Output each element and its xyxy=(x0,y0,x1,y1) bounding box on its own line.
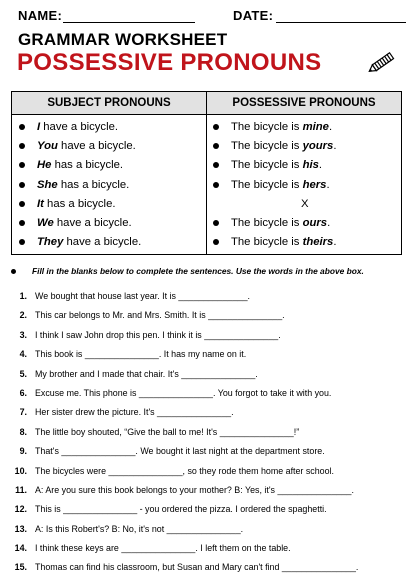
possessive-pronoun: yours xyxy=(302,140,334,153)
subject-pronoun: We xyxy=(37,216,54,229)
list-item[interactable]: 15. Thomas can find his classroom, but Susan and Mary can't find _______________. xyxy=(14,562,359,573)
name-label: NAME: xyxy=(18,8,63,23)
subject-pronoun: It xyxy=(37,197,44,210)
instructions-text: Fill in the blanks below to complete the sentences. Use the words in the above box. xyxy=(32,266,364,276)
list-item[interactable]: 9. That's _______________. We bought it last night at the department store. xyxy=(19,446,325,457)
worksheet-header xyxy=(18,8,410,26)
bullet-icon xyxy=(213,162,219,168)
pencil-icon xyxy=(367,50,397,76)
pronoun-table: SUBJECT PRONOUNS POSSESSIVE PRONOUNS I have a bicycle. You have a bicycle. He has a bicycle. She has a bicycle. It has a bicycle. We have a bicycle. They have a bicycle. The bicycle is mine. The bicycle is yours. The bicycle is his. The bicycle is hers. X The bicycle is ours. The bicycle is theirs. xyxy=(11,91,402,255)
bullet-icon xyxy=(213,143,219,149)
list-item[interactable]: 3. I think I saw John drop this pen. I think it is _______________. xyxy=(19,329,281,340)
bullet-icon xyxy=(11,269,16,274)
subject-pronoun: He xyxy=(37,159,52,172)
list-item[interactable]: 7. Her sister drew the picture. It's _______________. xyxy=(19,407,234,418)
bullet-icon xyxy=(19,162,25,168)
bullet-icon xyxy=(213,124,219,130)
bullet-icon xyxy=(19,201,25,207)
possessive-pronoun: theirs xyxy=(302,236,334,249)
bullet-icon xyxy=(19,220,25,226)
list-item[interactable]: 12. This is _______________ - you ordered the pizza. I ordered the spaghetti. xyxy=(14,504,327,515)
exercise-list xyxy=(11,291,406,582)
list-item[interactable]: 13. A: Is this Robert's? B: No, it's not _______________. xyxy=(14,523,244,534)
possessive-pronoun: hers xyxy=(302,178,327,191)
list-item[interactable]: 11. A: Are you sure this book belongs to your mother? B: Yes, it's _______________. xyxy=(15,484,354,495)
possessive-pronoun: ours xyxy=(302,216,328,229)
subject-pronoun: You xyxy=(37,140,58,153)
subject-pronoun: She xyxy=(37,178,58,191)
subject-pronoun: They xyxy=(37,236,64,249)
bullet-icon xyxy=(213,182,219,188)
date-field-line[interactable] xyxy=(276,22,406,23)
bullet-icon xyxy=(19,182,25,188)
list-item[interactable]: 14. I think these keys are _______________. I left them on the table. xyxy=(14,543,291,554)
x-mark: X xyxy=(301,197,309,210)
bullet-icon xyxy=(213,239,219,245)
subject-pronouns-header: SUBJECT PRONOUNS xyxy=(12,92,207,115)
possessive-pronouns-header: POSSESSIVE PRONOUNS xyxy=(207,92,401,115)
list-item[interactable]: 8. The little boy shouted, “Give the ball to me! It's _______________!” xyxy=(19,426,300,437)
worksheet-title: GRAMMAR WORKSHEET xyxy=(18,30,228,49)
list-item[interactable]: 2. This car belongs to Mr. and Mrs. Smith. It is _______________. xyxy=(19,310,285,321)
bullet-icon xyxy=(19,143,25,149)
worksheet-topic-title: POSSESSIVE PRONOUNS xyxy=(17,49,322,76)
bullet-icon xyxy=(213,220,219,226)
date-label: DATE: xyxy=(233,8,274,23)
possessive-pronoun: mine xyxy=(302,121,329,133)
possessive-pronoun: his xyxy=(302,159,319,172)
bullet-icon xyxy=(19,124,25,130)
list-item[interactable]: 5. My brother and I made that chair. It's _______________. xyxy=(19,368,258,379)
list-item[interactable]: 10. The bicycles were _______________, so they rode them home after school. xyxy=(14,465,334,476)
list-item[interactable]: 6. Excuse me. This phone is _______________. You forgot to take it with you. xyxy=(19,387,332,398)
name-field-line[interactable] xyxy=(63,22,195,23)
list-item[interactable]: 1. We bought that house last year. It is ______________. xyxy=(19,291,250,301)
list-item[interactable]: 4. This book is _______________. It has my name on it. xyxy=(19,349,247,360)
column-divider xyxy=(206,114,207,254)
subject-pronoun: I xyxy=(37,121,41,133)
bullet-icon xyxy=(19,239,25,245)
instructions xyxy=(11,266,364,276)
